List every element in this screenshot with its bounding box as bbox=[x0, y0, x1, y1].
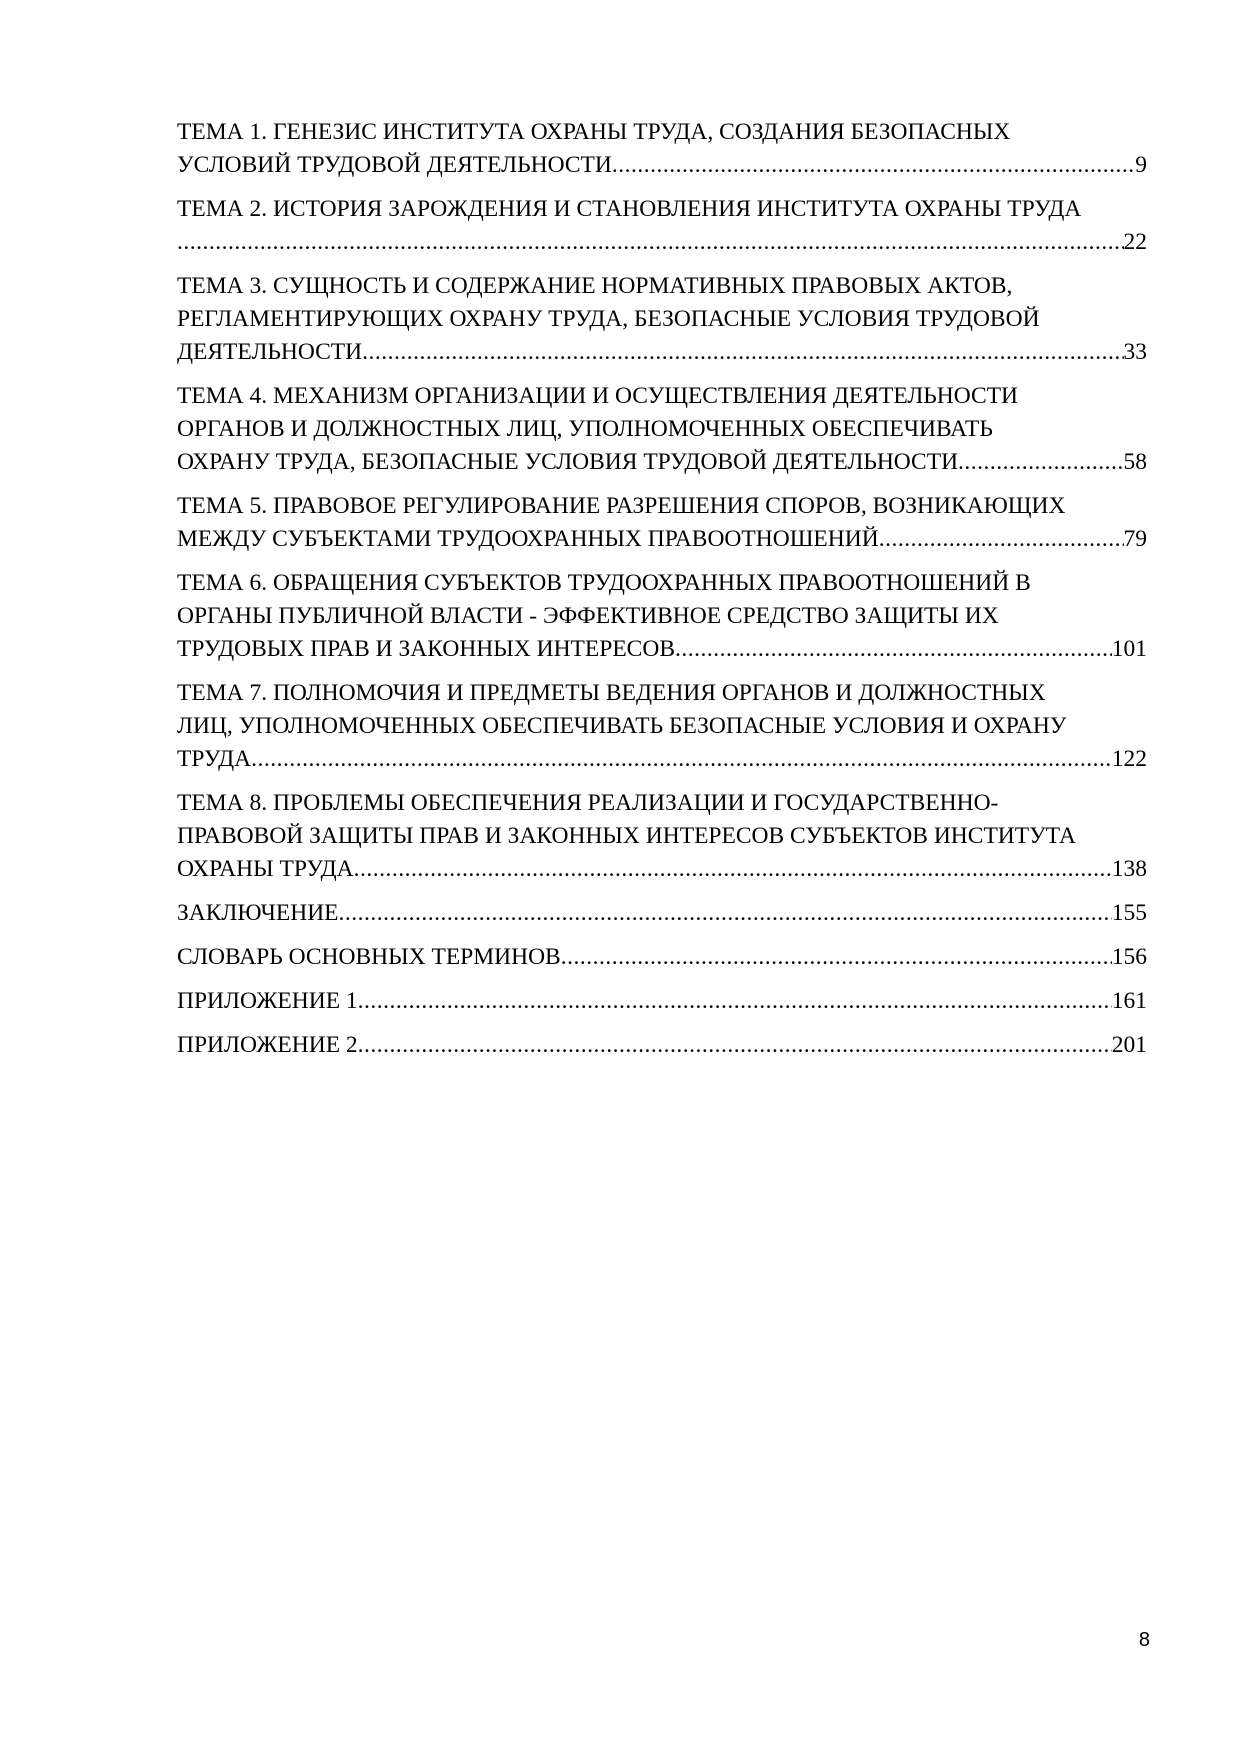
toc-entry[interactable] bbox=[177, 787, 1147, 886]
toc-entry-title-line: ТЕМА 5. ПРАВОВОЕ РЕГУЛИРОВАНИЕ РАЗРЕШЕНИЯ СПОРОВ, ВОЗНИКАЮЩИХ bbox=[177, 493, 1066, 519]
toc-entry[interactable] bbox=[177, 116, 1147, 182]
toc-entry-title-line: ТЕМА 2. ИСТОРИЯ ЗАРОЖДЕНИЯ И СТАНОВЛЕНИЯ ИНСТИТУТА ОХРАНЫ ТРУДА bbox=[177, 196, 1082, 222]
toc-entry-last-line bbox=[177, 523, 1147, 556]
toc-page-number: 79 bbox=[1123, 526, 1147, 552]
toc-page-number: 155 bbox=[1111, 900, 1147, 926]
toc-entry-last-line bbox=[177, 1029, 1147, 1062]
toc-page-number: 58 bbox=[1123, 449, 1147, 475]
toc-entry-title-tail: ТРУДОВЫХ ПРАВ И ЗАКОННЫХ ИНТЕРЕСОВ bbox=[177, 636, 675, 662]
toc-entry-title-tail: ДЕЯТЕЛЬНОСТИ bbox=[177, 339, 363, 365]
toc-entry-last-line bbox=[177, 446, 1147, 479]
toc-entry[interactable] bbox=[177, 941, 1147, 974]
toc-page-number: 9 bbox=[1135, 152, 1147, 178]
toc-entry-last-line bbox=[177, 985, 1147, 1018]
toc-entry-title-line: ТЕМА 7. ПОЛНОМОЧИЯ И ПРЕДМЕТЫ ВЕДЕНИЯ ОРГАНОВ И ДОЛЖНОСТНЫХ bbox=[177, 680, 1046, 706]
toc-entry-title-tail: УСЛОВИЙ ТРУДОВОЙ ДЕЯТЕЛЬНОСТИ bbox=[177, 152, 612, 178]
toc-page-number: 156 bbox=[1111, 944, 1147, 970]
toc-entry-last-line bbox=[177, 941, 1147, 974]
toc-entry-last-line bbox=[177, 226, 1147, 259]
toc-entry-title-line: ОРГАНОВ И ДОЛЖНОСТНЫХ ЛИЦ, УПОЛНОМОЧЕННЫХ ОБЕСПЕЧИВАТЬ bbox=[177, 416, 993, 442]
toc-dot-leader bbox=[358, 985, 1112, 1018]
toc-entry-last-line bbox=[177, 336, 1147, 369]
toc-entry[interactable] bbox=[177, 270, 1147, 369]
toc-dot-leader bbox=[251, 743, 1112, 776]
toc-dot-leader bbox=[177, 226, 1124, 259]
toc-page-number: 22 bbox=[1123, 229, 1147, 255]
toc-dot-leader bbox=[339, 897, 1112, 930]
toc-entry[interactable] bbox=[177, 193, 1147, 259]
toc-entry-last-line bbox=[177, 853, 1147, 886]
toc-page-number: 101 bbox=[1111, 636, 1147, 662]
toc-dot-leader bbox=[358, 1029, 1112, 1062]
toc-dot-leader bbox=[879, 523, 1124, 556]
toc-entry-title-line: ТЕМА 6. ОБРАЩЕНИЯ СУБЪЕКТОВ ТРУДООХРАННЫХ ПРАВООТНОШЕНИЙ В bbox=[177, 570, 1031, 596]
toc-entry-title-tail: ПРИЛОЖЕНИЕ 1 bbox=[177, 988, 358, 1014]
toc-entry-title-tail: ОХРАНЫ ТРУДА bbox=[177, 856, 354, 882]
toc-entry-title-line: ТЕМА 8. ПРОБЛЕМЫ ОБЕСПЕЧЕНИЯ РЕАЛИЗАЦИИ И ГОСУДАРСТВЕННО- bbox=[177, 790, 999, 816]
toc-entry-title-tail: ОХРАНУ ТРУДА, БЕЗОПАСНЫЕ УСЛОВИЯ ТРУДОВОЙ ДЕЯТЕЛЬНОСТИ bbox=[177, 449, 959, 475]
toc-page-number: 122 bbox=[1111, 746, 1147, 772]
toc-page-number: 201 bbox=[1111, 1032, 1147, 1058]
toc-entry[interactable] bbox=[177, 985, 1147, 1018]
toc-entry-title-line: РЕГЛАМЕНТИРУЮЩИХ ОХРАНУ ТРУДА, БЕЗОПАСНЫЕ УСЛОВИЯ ТРУДОВОЙ bbox=[177, 306, 1040, 332]
toc-dot-leader bbox=[958, 446, 1123, 479]
toc-entry-last-line bbox=[177, 149, 1147, 182]
toc-entry-title-tail: ТРУДА bbox=[177, 746, 252, 772]
toc-page-number: 161 bbox=[1111, 988, 1147, 1014]
toc-entry-title-line: ТЕМА 4. МЕХАНИЗМ ОРГАНИЗАЦИИ И ОСУЩЕСТВЛЕНИЯ ДЕЯТЕЛЬНОСТИ bbox=[177, 383, 1019, 409]
toc-entry[interactable] bbox=[177, 897, 1147, 930]
toc-entry[interactable] bbox=[177, 490, 1147, 556]
toc-dot-leader bbox=[675, 633, 1112, 666]
table-of-contents bbox=[177, 116, 1147, 1073]
toc-page-number: 138 bbox=[1111, 856, 1147, 882]
page-number: 8 bbox=[1138, 1629, 1150, 1651]
toc-entry-title-tail: ЗАКЛЮЧЕНИЕ bbox=[177, 900, 339, 926]
toc-entry-title-tail: СЛОВАРЬ ОСНОВНЫХ ТЕРМИНОВ bbox=[177, 944, 561, 970]
toc-page-number: 33 bbox=[1123, 339, 1147, 365]
toc-entry[interactable] bbox=[177, 567, 1147, 666]
toc-dot-leader bbox=[612, 149, 1135, 182]
toc-entry-title-line: ПРАВОВОЙ ЗАЩИТЫ ПРАВ И ЗАКОННЫХ ИНТЕРЕСОВ СУБЪЕКТОВ ИНСТИТУТА bbox=[177, 823, 1076, 849]
toc-dot-leader bbox=[561, 941, 1112, 974]
toc-dot-leader bbox=[354, 853, 1112, 886]
toc-entry-last-line bbox=[177, 743, 1147, 776]
toc-entry-title-line: ОРГАНЫ ПУБЛИЧНОЙ ВЛАСТИ - ЭФФЕКТИВНОЕ СРЕДСТВО ЗАЩИТЫ ИХ bbox=[177, 603, 999, 629]
toc-entry[interactable] bbox=[177, 1029, 1147, 1062]
toc-entry-title-line: ТЕМА 1. ГЕНЕЗИС ИНСТИТУТА ОХРАНЫ ТРУДА, СОЗДАНИЯ БЕЗОПАСНЫХ bbox=[177, 119, 1011, 145]
toc-entry-title-line: ТЕМА 3. СУЩНОСТЬ И СОДЕРЖАНИЕ НОРМАТИВНЫХ ПРАВОВЫХ АКТОВ, bbox=[177, 273, 1013, 299]
toc-entry[interactable] bbox=[177, 380, 1147, 479]
toc-entry-title-tail: МЕЖДУ СУБЪЕКТАМИ ТРУДООХРАННЫХ ПРАВООТНОШЕНИЙ bbox=[177, 526, 879, 552]
toc-entry-title-tail: ПРИЛОЖЕНИЕ 2 bbox=[177, 1032, 358, 1058]
toc-entry-last-line bbox=[177, 897, 1147, 930]
toc-entry-title-line: ЛИЦ, УПОЛНОМОЧЕННЫХ ОБЕСПЕЧИВАТЬ БЕЗОПАСНЫЕ УСЛОВИЯ И ОХРАНУ bbox=[177, 713, 1067, 739]
toc-dot-leader bbox=[362, 336, 1123, 369]
toc-entry-last-line bbox=[177, 633, 1147, 666]
toc-entry[interactable] bbox=[177, 677, 1147, 776]
